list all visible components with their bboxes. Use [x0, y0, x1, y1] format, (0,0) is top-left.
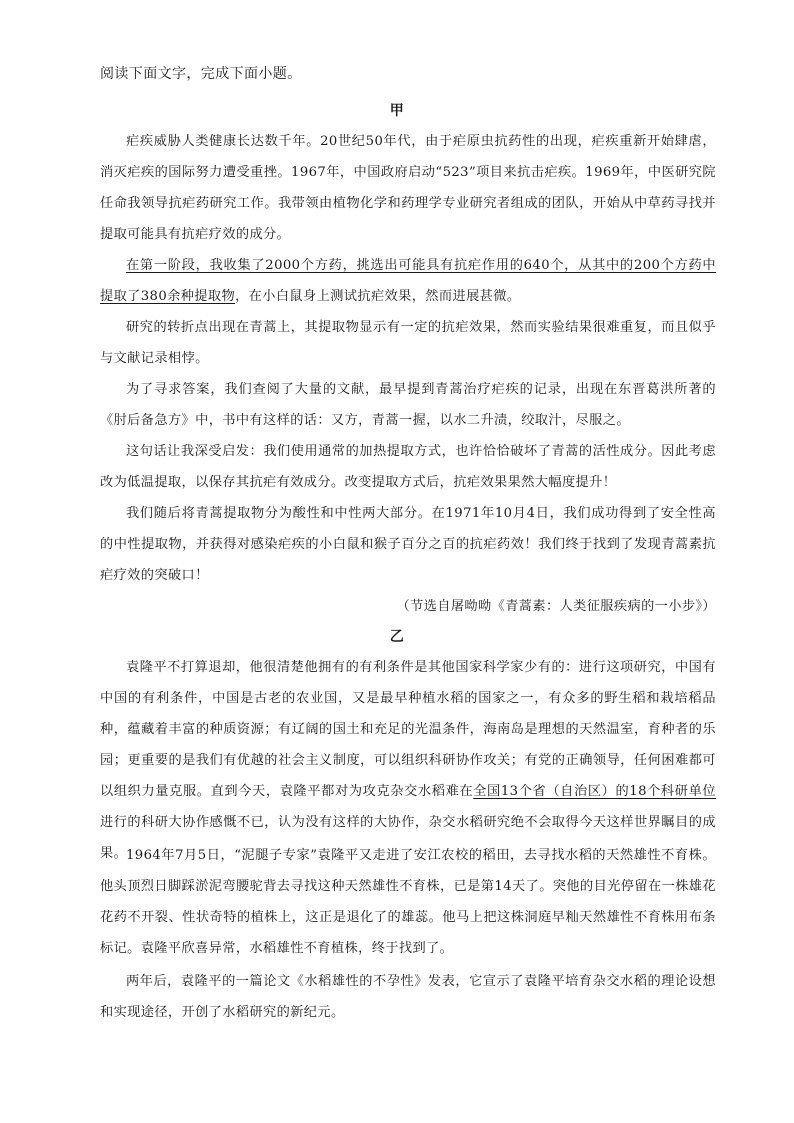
- underlined-text-a2: 在第一阶段，我收集了2000个方药，挑选出可能具有抗疟作用的640个，从其中的200个方药中提取了380余种提取物: [100, 258, 716, 304]
- section-title-a: 甲: [389, 103, 405, 119]
- source-citation: （节选自屠呦呦《青蒿素：人类征服疾病的一小步》）: [396, 599, 716, 614]
- paragraph-a3: 研究的转折点出现在青蒿上，其提取物显示有一定的抗疟效果，然而实验结果很难重复，而且似乎与文献记录相悖。: [100, 320, 716, 366]
- paragraph-a5: 这句话让我深受启发：我们使用通常的加热提取方式，也许恰恰破坏了青蒿的活性成分。因此考虑改为低温提取，以保存其抗疟有效成分。改变提取方式后，抗疟效果果然大幅度提升！: [100, 444, 716, 490]
- paragraph-a6: 我们随后将青蒿提取物分为酸性和中性两大部分。在1971年10月4日，我们成功得到了安全性高的中性提取物，并获得对感染疟疾的小白鼠和猴子百分之百的抗疟药效！我们终于找到了发现青蒿素抗疟疗效的突破口！: [100, 506, 716, 583]
- paragraph-a1: 疟疾威胁人类健康长达数千年。20世纪50年代，由于疟原虫抗药性的出现，疟疾重新开始肆虐，消灭疟疾的国际努力遭受重挫。1967年，中国政府启动“523”项目来抗击疟疾。1969年，中医研究院任命我领导抗疟药研究工作。我带领由植物化学和药理学专业研究者组成的团队，开始从中草药寻找并提取可能具有抗疟疗效的成分。: [100, 134, 716, 242]
- paragraph-b1-start: 袁隆平不打算退却，他很清楚他拥有的有利条件是其他国家科学家少有的：进行这项研究，中国有中国的有利条件，中国是古老的农业国，又是最早种植水稻的国家之一，有众多的野生稻和栽培稻品种，蕴藏着丰富的种质资源；有辽阔的国土和充足的光温条件，海南岛是理想的天然温室，育种者的乐园；更重要的是我们有优越的社会主义制度，可以组织科研协作攻关；有党的正确领导，任何困难都可以组织力量克服。直到今天，袁隆平都对为攻克杂交水稻难在: [100, 660, 716, 799]
- paragraph-a4: 为了寻求答案，我们查阅了大量的文献，最早提到青蒿治疗疟疾的记录，出现在东晋葛洪所著的《肘后备急方》中，书中有这样的话：又方，青蒿一握，以水二升渍，绞取汁，尽服之。: [100, 382, 716, 428]
- paragraph-a2-rest: ，在小白鼠身上测试抗疟效果，然而进展甚微。: [235, 289, 521, 304]
- question-instruction: 阅读下面文字，完成下面小题。: [100, 66, 302, 82]
- section-title-b: 乙: [389, 629, 405, 645]
- paragraph-b3: 两年后，袁隆平的一篇论文《水稻雄性的不孕性》发表，它宣示了袁隆平培育杂交水稻的理论设想和实现途径，开创了水稻研究的新纪元。: [100, 974, 716, 1020]
- paragraph-b2: 1964年7月5日，“泥腿子专家”袁隆平又走进了安江农校的稻田，去寻找水稻的天然雄性不育株。他头顶烈日脚踩淤泥弯腰驼背去寻找这种天然雄性不育株，已是第14天了。突他的目光停留在一株雄花花药不开裂、性状奇特的植株上，这正是退化了的雄蕊。他马上把这株洞庭早籼天然雄性不育株用布条标记。袁隆平欣喜异常，水稻雄性不育植株，终于找到了。: [100, 848, 716, 956]
- underlined-text-b1: 全国13个省（自治区）的18个科研单位: [473, 784, 716, 799]
- paragraph-b1-end: 进行的科研大协作感慨不已，认为没有这样的大协作，杂交水稻研究绝不会取得今天这样世界瞩目的成果。: [100, 815, 716, 861]
- paragraph-a2: [100, 250, 716, 312]
- paragraph-b1: [100, 652, 716, 869]
